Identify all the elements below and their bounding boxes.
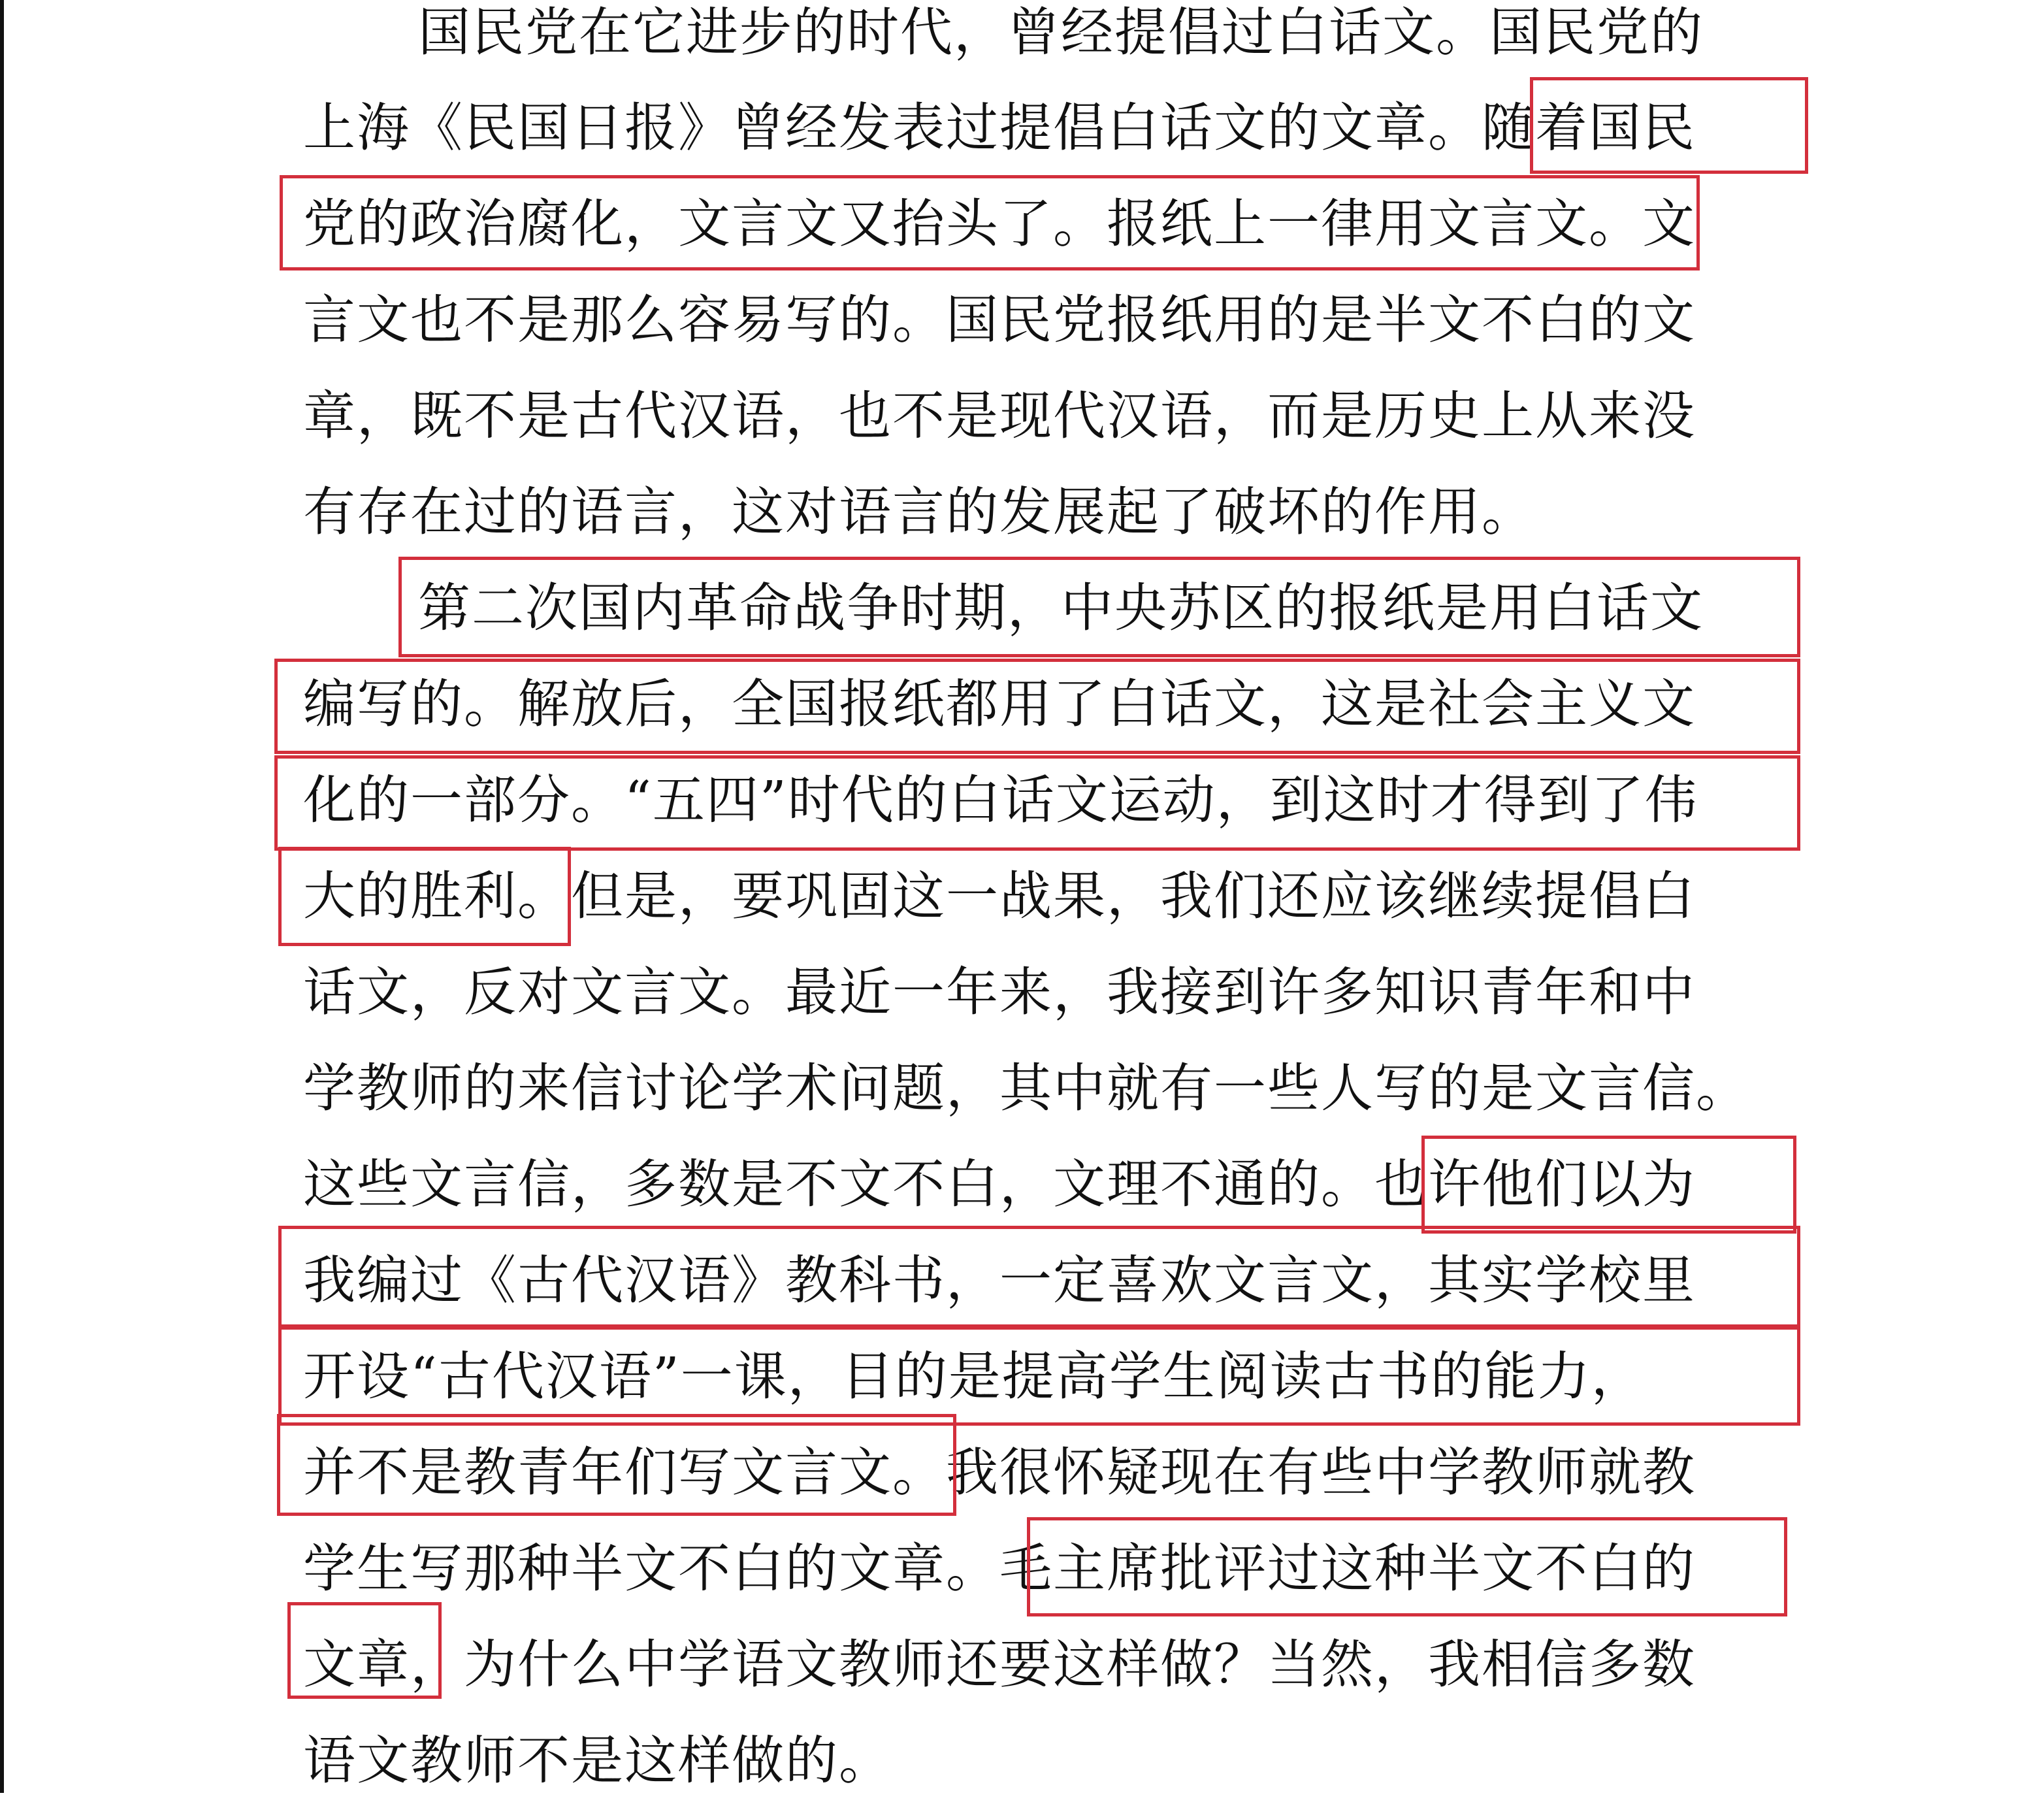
highlight-box [278, 847, 571, 946]
highlight-box [1421, 1136, 1796, 1234]
text-line: 第二次国内革命战争时期，中央苏区的报纸是用白话文 [418, 578, 1704, 638]
highlight-box [278, 1326, 1800, 1426]
text-line: 我编过《古代汉语》教科书，一定喜欢文言文，其实学校里 [303, 1250, 1696, 1311]
text-line: 语文教师不是这样做的。 [303, 1730, 892, 1791]
text-line: 言文也不是那么容易写的。国民党报纸用的是半文不白的文 [303, 289, 1696, 350]
highlight-box [274, 755, 1800, 851]
text-line: 党的政治腐化，文言文又抬头了。报纸上一律用文言文。文 [303, 193, 1696, 254]
highlight-box [1027, 1517, 1787, 1616]
text-line: 开设“古代汉语”一课，目的是提高学生阅读古书的能力， [303, 1346, 1645, 1407]
text-line: 并不是教青年们写文言文。我很怀疑现在有些中学教师就教 [303, 1442, 1696, 1503]
highlight-box [280, 175, 1700, 271]
text-line: 话文，反对文言文。最近一年来，我接到许多知识青年和中 [303, 962, 1696, 1023]
highlight-box [277, 1414, 956, 1516]
highlight-box [274, 659, 1800, 754]
text-line: 这些文言信，多数是不文不白，文理不通的。也许他们以为 [303, 1154, 1696, 1215]
text-line: 有存在过的语言，这对语言的发展起了破坏的作用。 [303, 482, 1535, 542]
highlight-box [287, 1602, 442, 1699]
highlight-box [1530, 77, 1808, 174]
text-line: 章，既不是古代汉语，也不是现代汉语，而是历史上从来没 [303, 385, 1696, 446]
text-line: 上海《民国日报》曾经发表过提倡白话文的文章。随着国民 [303, 97, 1696, 158]
text-line: 学生写那种半文不白的文章。毛主席批评过这种半文不白的 [303, 1538, 1696, 1599]
text-line: 化的一部分。“五四”时代的白话文运动，到这时才得到了伟 [303, 770, 1698, 830]
text-line: 编写的。解放后，全国报纸都用了白话文，这是社会主义文 [303, 674, 1696, 734]
highlight-box [398, 557, 1800, 657]
text-line: 大的胜利。但是，要巩固这一战果，我们还应该继续提倡白 [303, 866, 1696, 927]
text-line: 国民党在它进步的时代，曾经提倡过白话文。国民党的 [418, 2, 1704, 63]
text-line: 学教师的来信讨论学术问题，其中就有一些人写的是文言信。 [303, 1058, 1749, 1119]
highlight-box [278, 1226, 1800, 1328]
text-line: 文章，为什么中学语文教师还要这样做？当然，我相信多数 [303, 1634, 1696, 1695]
